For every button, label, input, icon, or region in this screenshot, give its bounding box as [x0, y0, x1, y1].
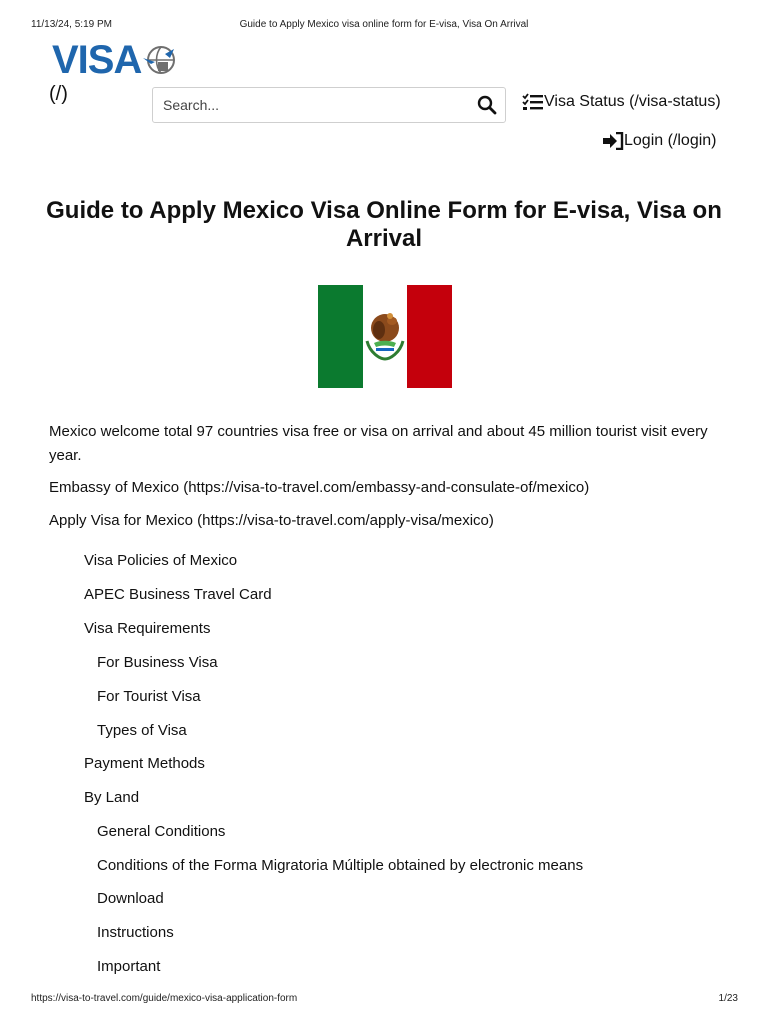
- login-label: Login (/login): [624, 132, 717, 149]
- logo-text: VISA: [52, 38, 142, 82]
- visa-status-link[interactable]: [522, 93, 721, 111]
- intro-paragraph: Mexico welcome total 97 countries visa free or visa on arrival and about 45 million tourist visit every year.: [49, 423, 708, 464]
- toc-item[interactable]: APEC Business Travel Card: [84, 586, 272, 603]
- toc-item[interactable]: Payment Methods: [84, 755, 205, 772]
- embassy-link[interactable]: Embassy of Mexico (https://visa-to-travel.com/embassy-and-consulate-of/mexico): [49, 479, 590, 496]
- toc-item[interactable]: Important: [97, 958, 161, 975]
- print-page-number: 1/23: [718, 993, 738, 1004]
- site-logo[interactable]: [52, 38, 175, 82]
- home-link[interactable]: (/): [49, 83, 68, 105]
- toc-item[interactable]: For Business Visa: [97, 654, 218, 671]
- search-box: [152, 87, 506, 123]
- toc-item[interactable]: By Land: [84, 789, 140, 806]
- toc-item[interactable]: General Conditions: [97, 823, 226, 840]
- visa-status-label: Visa Status (/visa-status): [544, 93, 721, 110]
- checklist-icon: [522, 93, 544, 111]
- search-input[interactable]: [153, 88, 483, 122]
- article-title: Guide to Apply Mexico Visa Online Form for E-visa, Visa on Arrival: [46, 197, 722, 252]
- sign-in-icon: [602, 132, 624, 150]
- toc-item[interactable]: Conditions of the Forma Migratoria Múltiple obtained by electronic means: [97, 857, 584, 874]
- apply-visa-link[interactable]: Apply Visa for Mexico (https://visa-to-travel.com/apply-visa/mexico): [49, 512, 494, 529]
- toc-item[interactable]: Types of Visa: [97, 722, 187, 739]
- print-url: https://visa-to-travel.com/guide/mexico-visa-application-form: [31, 993, 298, 1004]
- globe-plane-icon: [141, 40, 175, 80]
- toc-item[interactable]: Download: [97, 890, 164, 907]
- toc-item[interactable]: Instructions: [97, 924, 174, 941]
- print-datetime: 11/13/24, 5:19 PM: [31, 19, 112, 30]
- print-title: Guide to Apply Mexico visa online form for E-visa, Visa On Arrival: [239, 19, 529, 30]
- toc-item[interactable]: Visa Policies of Mexico: [84, 552, 238, 569]
- mexico-flag-icon: [318, 285, 452, 388]
- toc-item[interactable]: Visa Requirements: [84, 620, 211, 637]
- login-link[interactable]: [602, 132, 717, 150]
- search-icon[interactable]: [477, 95, 497, 115]
- toc-item[interactable]: For Tourist Visa: [97, 688, 201, 705]
